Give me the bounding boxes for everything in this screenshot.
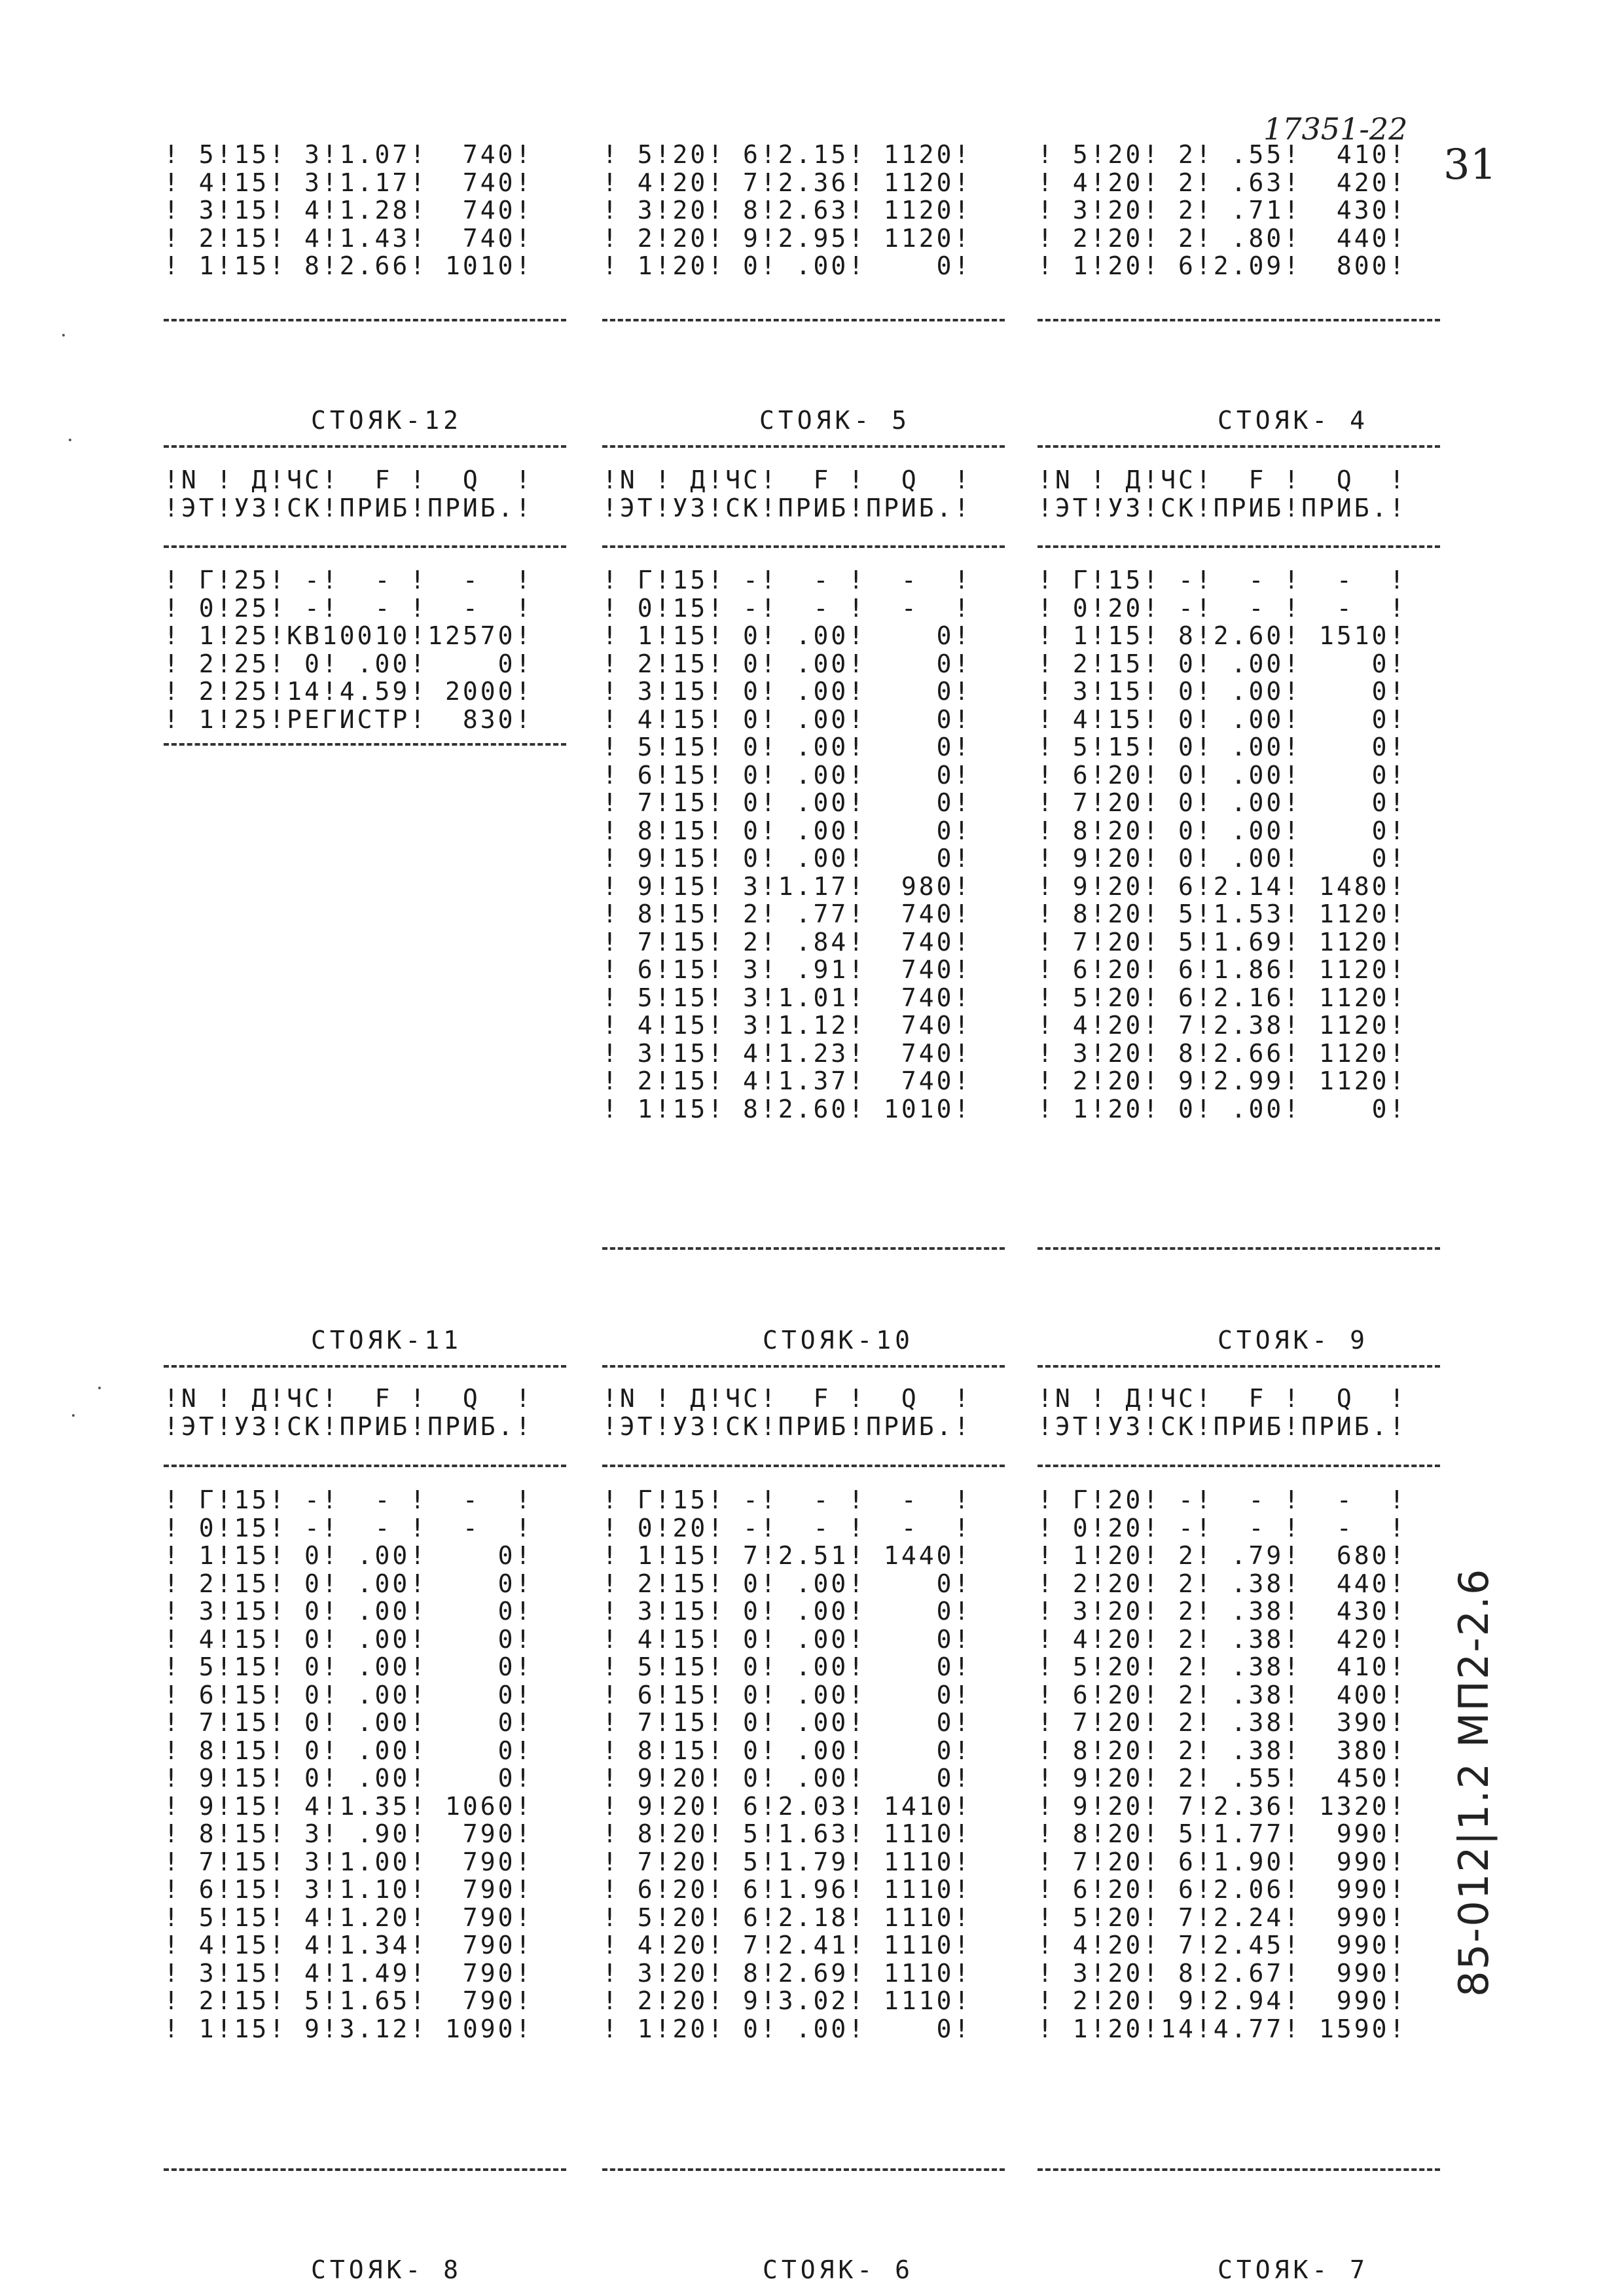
fragment-right: ! 5!20! 2! .55! 410! ! 4!20! 2! .63! 420! ! 3!20! 2! .71! 430! ! 2!20! 2! .80! 440! ! 1!20! 6!2.09! 800! bbox=[1038, 140, 1407, 280]
bottom-title-stoyak-8: СТОЯК- 8 bbox=[311, 2255, 463, 2284]
rule-header bbox=[1038, 1465, 1440, 1467]
table-header: !N ! Д!ЧС! F ! Q ! !ЭТ!УЗ!СК!ПРИБ!ПРИБ.! bbox=[602, 465, 972, 522]
fragment-middle-rule bbox=[602, 319, 1005, 321]
fragment-left: ! 5!15! 3!1.07! 740! ! 4!15! 3!1.17! 740! ! 3!15! 4!1.28! 740! ! 2!15! 4!1.43! 740! ! 1!15! 8!2.66! 1010! bbox=[164, 140, 533, 280]
rule-top bbox=[1038, 445, 1440, 448]
table-body: ! Г!15! -! - ! - ! ! 0!15! -! - ! - ! ! 1!15! 0! .00! 0! ! 2!15! 0! .00! 0! ! 3!15! 0! .00! 0! ! 4!15! 0! .00! 0! ! 5!15! 0! .00! 0! ! 6!15! 0! .00! 0! ! 7!15! 0! .00! 0! ! 8!15! 0! .00! 0! ! 9!15! 0! .00! 0! ! 9!15! 4!1.35! 1060! ! 8!15! 3! .90! 790! ! 7!15! 3!1.00! 790! ! 6!15! 3!1.10! 790! ! 5!15! 4!1.20! 790! ! 4!15! 4!1.34! 790! ! 3!15! 4!1.49! 790! ! 2!15! 5!1.65! 790! ! 1!15! 9!3.12! 1090! bbox=[164, 1485, 533, 2043]
table-body: ! Г!15! -! - ! - ! ! 0!15! -! - ! - ! ! 1!15! 0! .00! 0! ! 2!15! 0! .00! 0! ! 3!15! 0! .00! 0! ! 4!15! 0! .00! 0! ! 5!15! 0! .00! 0! ! 6!15! 0! .00! 0! ! 7!15! 0! .00! 0! ! 8!15! 0! .00! 0! ! 9!15! 0! .00! 0! ! 9!15! 3!1.17! 980! ! 8!15! 2! .77! 740! ! 7!15! 2! .84! 740! ! 6!15! 3! .91! 740! ! 5!15! 3!1.01! 740! ! 4!15! 3!1.12! 740! ! 3!15! 4!1.23! 740! ! 2!15! 4!1.37! 740! ! 1!15! 8!2.60! 1010! bbox=[602, 566, 972, 1123]
table-header: !N ! Д!ЧС! F ! Q ! !ЭТ!УЗ!СК!ПРИБ!ПРИБ.! bbox=[164, 1384, 533, 1441]
rule-bottom bbox=[602, 1247, 1005, 1250]
fragment-left-rule bbox=[164, 319, 566, 321]
rule-header bbox=[164, 545, 566, 548]
table-title: СТОЯК-12 bbox=[311, 406, 463, 435]
rule-top bbox=[164, 445, 566, 448]
rule-bottom bbox=[1038, 1247, 1440, 1250]
rule-top bbox=[602, 445, 1005, 448]
scan-speck bbox=[98, 1387, 101, 1389]
fragment-right-rule bbox=[1038, 319, 1440, 321]
rule-bottom bbox=[164, 743, 566, 746]
bottom-title-stoyak-7: СТОЯК- 7 bbox=[1218, 2255, 1369, 2284]
rule-header bbox=[1038, 545, 1440, 548]
table-body: ! Г!25! -! - ! - ! ! 0!25! -! - ! - ! ! 1!25!КВ10010!12570! ! 2!25! 0! .00! 0! ! 2!25!14!4.59! 2000! ! 1!25!РЕГИСТР! 830! bbox=[164, 566, 533, 734]
table-header: !N ! Д!ЧС! F ! Q ! !ЭТ!УЗ!СК!ПРИБ!ПРИБ.! bbox=[1038, 465, 1407, 522]
table-body: ! Г!15! -! - ! - ! ! 0!20! -! - ! - ! ! 1!15! 8!2.60! 1510! ! 2!15! 0! .00! 0! ! 3!15! 0! .00! 0! ! 4!15! 0! .00! 0! ! 5!15! 0! .00! 0! ! 6!20! 0! .00! 0! ! 7!20! 0! .00! 0! ! 8!20! 0! .00! 0! ! 9!20! 0! .00! 0! ! 9!20! 6!2.14! 1480! ! 8!20! 5!1.53! 1120! ! 7!20! 5!1.69! 1120! ! 6!20! 6!1.86! 1120! ! 5!20! 6!2.16! 1120! ! 4!20! 7!2.38! 1120! ! 3!20! 8!2.66! 1120! ! 2!20! 9!2.99! 1120! ! 1!20! 0! .00! 0! bbox=[1038, 566, 1407, 1123]
rule-header bbox=[602, 1465, 1005, 1467]
rule-bottom bbox=[164, 2168, 566, 2171]
scan-speck bbox=[72, 1414, 75, 1417]
rule-header bbox=[164, 1465, 566, 1467]
table-header: !N ! Д!ЧС! F ! Q ! !ЭТ!УЗ!СК!ПРИБ!ПРИБ.! bbox=[164, 465, 533, 522]
table-title: СТОЯК- 4 bbox=[1218, 406, 1369, 435]
table-header: !N ! Д!ЧС! F ! Q ! !ЭТ!УЗ!СК!ПРИБ!ПРИБ.! bbox=[1038, 1384, 1407, 1441]
rule-top bbox=[1038, 1365, 1440, 1368]
page-number: 31 bbox=[1443, 141, 1497, 189]
side-stamp: 85-012|1.2 МП2-2.6 bbox=[1450, 1567, 1498, 1997]
rule-top bbox=[602, 1365, 1005, 1368]
table-body: ! Г!20! -! - ! - ! ! 0!20! -! - ! - ! ! 1!20! 2! .79! 680! ! 2!20! 2! .38! 440! ! 3!20! 2! .38! 430! ! 4!20! 2! .38! 420! ! 5!20! 2! .38! 410! ! 6!20! 2! .38! 400! ! 7!20! 2! .38! 390! ! 8!20! 2! .38! 380! ! 9!20! 2! .55! 450! ! 9!20! 7!2.36! 1320! ! 8!20! 5!1.77! 990! ! 7!20! 6!1.90! 990! ! 6!20! 6!2.06! 990! ! 5!20! 7!2.24! 990! ! 4!20! 7!2.45! 990! ! 3!20! 8!2.67! 990! ! 2!20! 9!2.94! 990! ! 1!20!14!4.77! 1590! bbox=[1038, 1485, 1407, 2043]
scan-speck bbox=[69, 439, 71, 441]
scan-speck bbox=[62, 334, 65, 337]
rule-top bbox=[164, 1365, 566, 1368]
table-title: СТОЯК- 9 bbox=[1218, 1326, 1369, 1355]
table-body: ! Г!15! -! - ! - ! ! 0!20! -! - ! - ! ! 1!15! 7!2.51! 1440! ! 2!15! 0! .00! 0! ! 3!15! 0! .00! 0! ! 4!15! 0! .00! 0! ! 5!15! 0! .00! 0! ! 6!15! 0! .00! 0! ! 7!15! 0! .00! 0! ! 8!15! 0! .00! 0! ! 9!20! 0! .00! 0! ! 9!20! 6!2.03! 1410! ! 8!20! 5!1.63! 1110! ! 7!20! 5!1.79! 1110! ! 6!20! 6!1.96! 1110! ! 5!20! 6!2.18! 1110! ! 4!20! 7!2.41! 1110! ! 3!20! 8!2.69! 1110! ! 2!20! 9!3.02! 1110! ! 1!20! 0! .00! 0! bbox=[602, 1485, 972, 2043]
rule-bottom bbox=[602, 2168, 1005, 2171]
table-header: !N ! Д!ЧС! F ! Q ! !ЭТ!УЗ!СК!ПРИБ!ПРИБ.! bbox=[602, 1384, 972, 1441]
table-title: СТОЯК-11 bbox=[311, 1326, 463, 1355]
bottom-title-stoyak-6: СТОЯК- 6 bbox=[763, 2255, 914, 2284]
table-title: СТОЯК- 5 bbox=[759, 406, 911, 435]
rule-bottom bbox=[1038, 2168, 1440, 2171]
handwritten-sheet-number: 17351-22 bbox=[1263, 111, 1408, 147]
rule-header bbox=[602, 545, 1005, 548]
fragment-middle: ! 5!20! 6!2.15! 1120! ! 4!20! 7!2.36! 1120! ! 3!20! 8!2.63! 1120! ! 2!20! 9!2.95! 1120! ! 1!20! 0! .00! 0! bbox=[602, 140, 972, 280]
table-title: СТОЯК-10 bbox=[763, 1326, 914, 1355]
